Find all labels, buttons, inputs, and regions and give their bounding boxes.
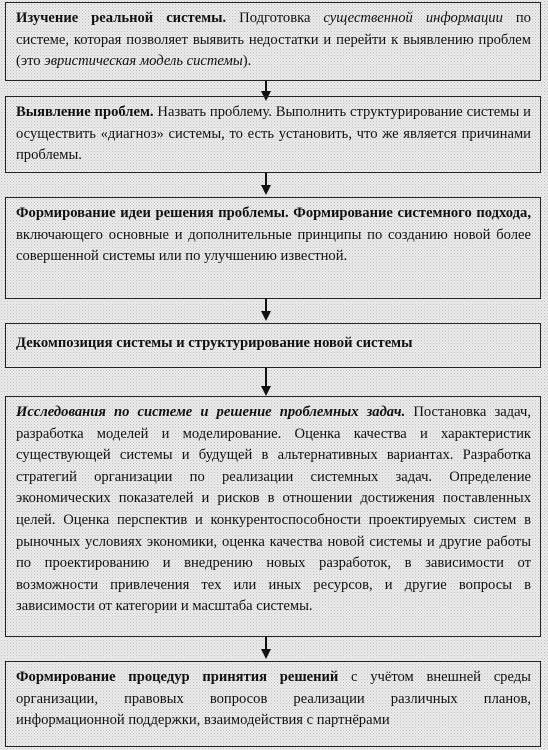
step-5-lead: Исследования по системе и решение проблемных задач.: [16, 404, 406, 420]
step-1-text-2: по системе, которая позволяет выявить недостатки и перейти к выявлению проблем (это: [16, 10, 531, 70]
step-box-5: [5, 396, 541, 637]
step-box-1: [5, 2, 541, 81]
step-box-3: [5, 197, 541, 299]
step-1-text-1: Подготовка: [226, 10, 324, 26]
step-4-lead: Декомпозиция системы и структурирование новой системы: [16, 335, 413, 351]
step-2-lead: Выявление проблем.: [16, 104, 154, 120]
step-2-text-1: Назвать проблему. Выполнить структурирование системы и осуществить «диагноз» системы, то есть установить, что же является причинами проблемы.: [16, 104, 531, 164]
step-box-4: [5, 323, 541, 368]
step-5-text-1: Постановка задач, разработка моделей и моделирование. Оценка качества и характеристик существующей системы и будущей в альтернативных вариантах. Разработка стратегий организации по реализации системных задач. Определение экономических показателей и рисков в отношении достижения поставленных целей. Оценка перспектив и конкурентоспособности проектируемых систем в рыночных условиях экономики, оценка качества новой системы и другие работы по проектированию и внедрению новых разработок, в зависимости от возможности привлечения тех или иных ресурсов, и другие вопросы в зависимости от категории и масштаба системы.: [16, 404, 531, 615]
step-box-6: [5, 661, 541, 747]
step-6-lead: Формирование процедур принятия решений: [16, 669, 339, 685]
step-1-lead: Изучение реальной системы.: [16, 10, 227, 26]
step-3-lead: Формирование идеи решения проблемы. Формирование системного подхода,: [16, 205, 531, 221]
step-6-text-1: с учётом внешней среды организации, правовых вопросов реализации различных планов, информационной поддержки, взаимодействия с партнёрами: [16, 669, 531, 729]
step-box-2: [5, 96, 541, 173]
step-1-text-3: ).: [242, 53, 252, 70]
step-1-italic-1: существенной информации: [323, 10, 503, 26]
step-1-italic-2: эвристическая модель системы: [44, 53, 243, 70]
step-3-text-1: включающего основные и дополнительные принципы по созданию новой более совершенной системы или по улучшению известной.: [16, 226, 531, 265]
